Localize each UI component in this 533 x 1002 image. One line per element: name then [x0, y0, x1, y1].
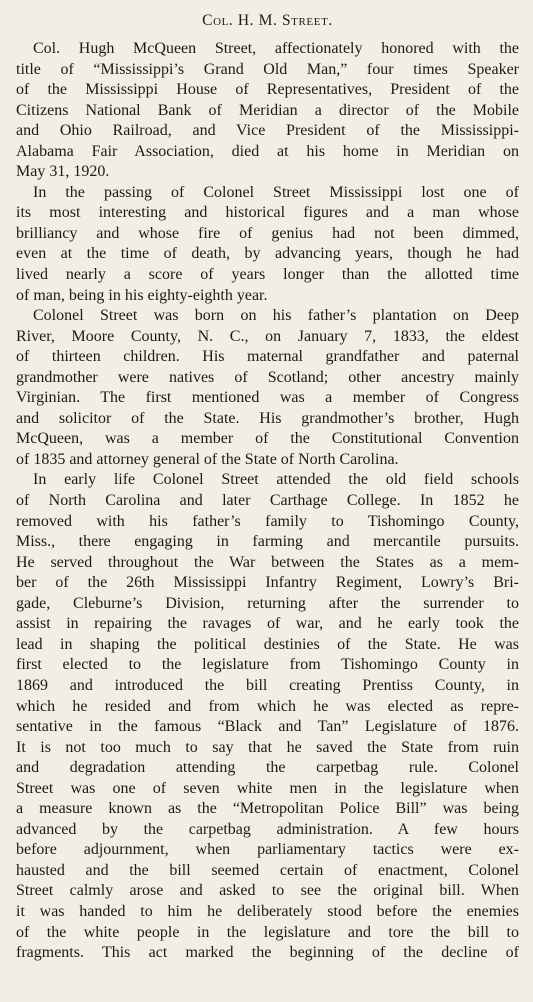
article-body	[16, 39, 519, 964]
text-line: Col. Hugh McQueen Street, affectionately honored with the	[33, 40, 519, 57]
text-line: McQueen, was a member of the Constitutional Convention	[16, 430, 519, 448]
text-line: advanced by the carpetbag administration. A few hours	[16, 820, 519, 838]
text-line: May 31, 1920.	[16, 163, 110, 181]
text-line: Colonel Street was born on his father’s plantation on Deep	[33, 307, 519, 325]
article-title: Col. H. M. Street.	[202, 12, 333, 29]
text-line: River, Moore County, N. C., on January 7, 1833, the eldest	[16, 327, 519, 345]
text-line: brilliancy and whose fire of genius had not been dimmed,	[16, 224, 519, 242]
text-line: Alabama Fair Association, died at his home in Meridian on	[16, 142, 519, 160]
text-line: of man, being in his eighty-eighth year.	[16, 286, 268, 304]
text-line: of North Carolina and later Carthage College. In 1852 he	[16, 492, 519, 510]
text-line: of thirteen children. His maternal grandfather and paternal	[16, 348, 519, 366]
text-line: and Ohio Railroad, and Vice President of the Mississippi-	[16, 122, 519, 140]
text-line: removed with his father’s family to Tishomingo County,	[16, 512, 519, 530]
text-line: title of “Mississippi’s Grand Old Man,” four times Speaker	[16, 60, 519, 78]
paragraph	[16, 39, 519, 183]
text-line: before adjournment, when parliamentary tactics were ex-	[16, 841, 519, 859]
text-line: ber of the 26th Mississippi Infantry Regiment, Lowry’s Bri-	[16, 574, 519, 592]
text-line: which he resided and from which he was elected as repre-	[16, 697, 519, 715]
text-line: Virginian. The first mentioned was a member of Congress	[16, 389, 519, 407]
text-line: Miss., there engaging in farming and mercantile pursuits.	[16, 533, 519, 551]
text-line: of the white people in the legislature and tore the bill to	[16, 923, 519, 941]
text-line: sentative in the famous “Black and Tan” Legislature of 1876.	[16, 718, 519, 736]
text-line: In the passing of Colonel Street Mississippi lost one of	[33, 183, 519, 201]
paragraph	[16, 183, 519, 306]
text-line: Street calmly arose and asked to see the original bill. When	[16, 882, 519, 900]
text-line: lead in shaping the political destinies of the State. He was	[16, 635, 519, 653]
text-line: gade, Cleburne’s Division, returning after the surrender to	[16, 594, 519, 612]
text-line: even at the time of death, by advancing years, though he had	[16, 245, 519, 263]
text-line: assist in repairing the ravages of war, and he early took the	[16, 615, 519, 633]
text-line: fragments. This act marked the beginning of the decline of	[16, 944, 519, 962]
text-line: In early life Colonel Street attended the old field schools	[33, 471, 519, 489]
text-line: a measure known as the “Metropolitan Police Bill” was being	[16, 800, 519, 818]
text-line: Citizens National Bank of Meridian a director of the Mobile	[16, 101, 519, 119]
text-line: first elected to the legislature from Tishomingo County in	[16, 656, 519, 674]
text-line: of 1835 and attorney general of the State of North Carolina.	[16, 450, 399, 468]
text-line: grandmother were natives of Scotland; other ancestry mainly	[16, 368, 519, 386]
text-line: He served throughout the War between the States as a mem-	[16, 553, 519, 571]
text-line: and degradation attending the carpetbag rule. Colonel	[16, 759, 519, 777]
text-line: its most interesting and historical figures and a man whose	[16, 204, 519, 222]
text-line: of the Mississippi House of Representatives, President of the	[16, 81, 519, 99]
text-line: lived nearly a score of years longer than the allotted time	[16, 266, 519, 284]
paragraph	[16, 306, 519, 470]
paragraph	[16, 470, 519, 963]
text-line: hausted and the bill seemed certain of enactment, Colonel	[16, 861, 519, 879]
text-line: and solicitor of the State. His grandmother’s brother, Hugh	[16, 409, 519, 427]
text-line: It is not too much to say that he saved the State from ruin	[16, 738, 519, 756]
text-line: Street was one of seven white men in the legislature when	[16, 779, 519, 797]
text-line: it was handed to him he deliberately stood before the enemies	[16, 902, 519, 920]
text-line: 1869 and introduced the bill creating Prentiss County, in	[16, 676, 519, 694]
